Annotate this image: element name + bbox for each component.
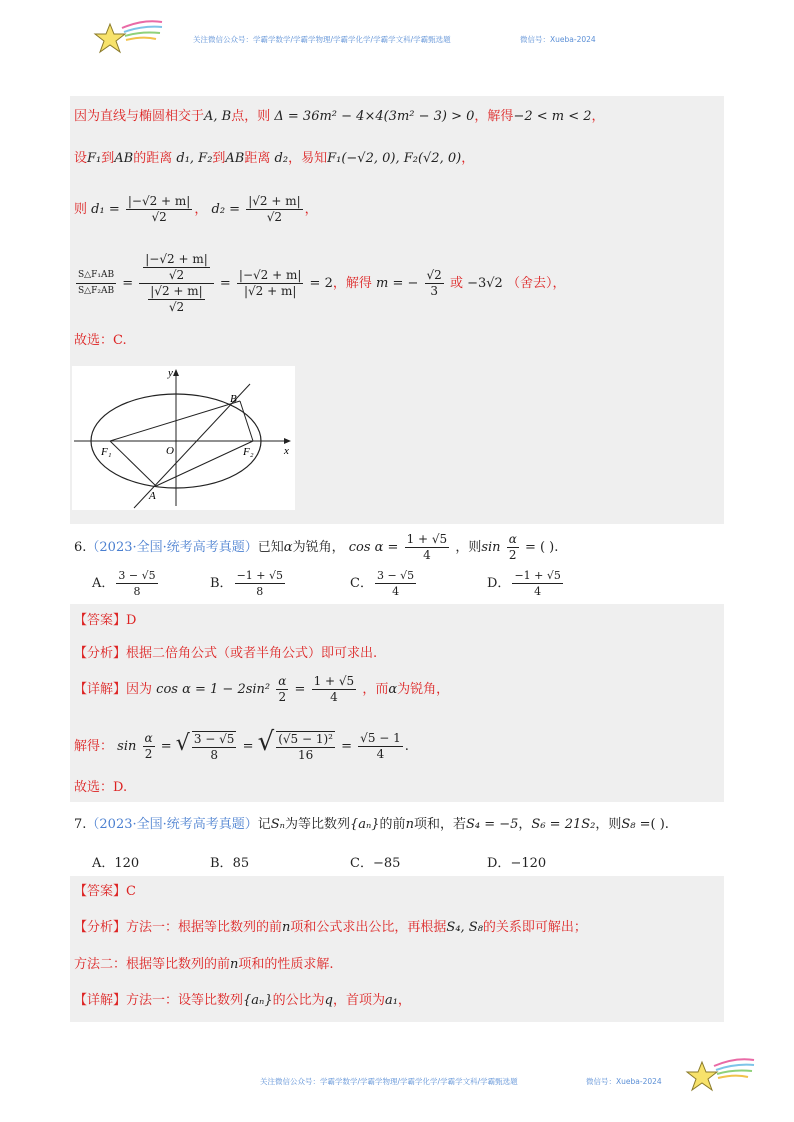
footer-public-account: 关注微信公众号：学霸学数学/学霸学物理/学霸学化学/学霸学文科/学霸甄选题 — [260, 1077, 518, 1086]
q7-option-c[interactable]: C．−85 — [350, 856, 401, 871]
q7-method2: 方法二：根据等比数列的前n项和的性质求解. — [74, 957, 334, 972]
shooting-star-icon — [92, 18, 164, 60]
q7-detail: 【详解】方法一：设等比数列{aₙ}的公比为q，首项为a₁， — [74, 993, 411, 1008]
label-a: A — [149, 490, 156, 502]
label-x: x — [284, 445, 289, 457]
q7-answer: 【答案】C — [74, 884, 136, 899]
footer-wechat-id: 微信号：Xueba-2024 — [586, 1077, 662, 1086]
ratio-mid-fraction: $\frac{|-√2 + m|}{|√2 + m|}$ — [238, 268, 302, 298]
q6-option-b[interactable]: B． $\frac{-1 + √5}{8}$ — [210, 569, 283, 598]
q6-detail: 【详解】因为 cos α = 1 − 2sin² $\frac{\alpha}{2}$ = $\frac{1 + √5}{4}$ ，而α为锐角， — [74, 674, 450, 704]
q6-choose: 故选：D. — [74, 780, 128, 795]
page-header — [0, 0, 794, 80]
q6-stem: 6.（2023·全国·统考高考真题）已知α为锐角， cos α = $\frac{1 + √5}{4}$ ，则sin $\frac{\alpha}{2}$ = ( ). — [74, 532, 559, 562]
q6-option-a[interactable]: A． $\frac{3 - √5}{8}$ — [92, 569, 156, 598]
q6-option-c[interactable]: C． $\frac{3 - √5}{4}$ — [350, 569, 415, 598]
q5-line-intersect: 因为直线与椭圆相交于A, B点，则 Δ = 36m² − 4×4(3m² − 3) > 0，解得−2 < m < 2， — [74, 109, 605, 124]
label-b: B — [230, 393, 237, 405]
q7-stem: 7.（2023·全国·统考高考真题）记Sₙ为等比数列{aₙ}的前n项和，若S₄ = −5，S₆ = 21S₂，则S₈ =( ). — [74, 817, 669, 832]
q5-choose: 故选：C. — [74, 333, 127, 348]
q6-solve: 解得： sin $\frac{\alpha}{2}$ = √ $\frac{3 - √5}{8}$ = √ $\frac{\text{(√5 − 1)²}}{16}$ = $\frac{√5 - 1}{4}$ . — [74, 727, 409, 762]
q6-option-d[interactable]: D． $\frac{-1 + √5}{4}$ — [487, 569, 561, 598]
q7-option-b[interactable]: B．85 — [210, 856, 250, 871]
d2-fraction: $\frac{|√2 + m|}{√2}$ — [248, 194, 301, 224]
ellipse-diagram — [72, 366, 295, 510]
q7-option-d[interactable]: D．−120 — [487, 856, 547, 871]
q5-line-distances: 设F₁到AB的距离 d₁, F₂到AB距离 d₂，易知F₁(−√2, 0), F₂(√2, 0)， — [74, 151, 475, 166]
q7-analysis: 【分析】方法一：根据等比数列的前n项和公式求出公比，再根据S₄, S₈的关系即可解出； — [74, 920, 587, 935]
q5-line-d-values: 则 d₁ = $\frac{|-√2 + m|}{√2}$ ， d₂ = $\frac{|√2 + m|}{√2}$ ， — [74, 194, 318, 224]
header-wechat-id: 微信号：Xueba-2024 — [520, 35, 596, 44]
shooting-star-icon — [684, 1056, 756, 1098]
label-o: O — [166, 445, 174, 457]
header-public-account: 关注微信公众号：学霸学数学/学霸学物理/学霸学化学/学霸学文科/学霸甄选题 — [193, 35, 451, 44]
segment-f1-b — [110, 401, 240, 441]
nested-ratio-fraction: $\frac{\frac{|-√2 + m|}{√2}}{\frac{|√2 + m|}{√2}}$ — [139, 252, 213, 315]
label-y: y — [168, 367, 173, 379]
area-ratio-fraction: $\frac{\text{S△F₁AB}}{\text{S△F₂AB}}$ — [78, 270, 115, 296]
d1-fraction: $\frac{|-√2 + m|}{√2}$ — [127, 194, 191, 224]
q6-answer: 【答案】D — [74, 613, 137, 628]
page-footer — [0, 1052, 794, 1112]
q7-option-a[interactable]: A．120 — [92, 856, 140, 871]
ellipse-figure — [72, 366, 295, 510]
label-f2: F₂ — [243, 446, 254, 458]
segment-f1-a — [110, 441, 156, 486]
label-f1: F₁ — [101, 446, 112, 458]
q6-analysis: 【分析】根据二倍角公式（或者半角公式）即可求出. — [74, 646, 378, 661]
m-value-fraction: $\frac{√2}{3}$ — [426, 268, 442, 298]
q5-line-area-ratio: $\frac{\text{S△F₁AB}}{\text{S△F₂AB}}$ = $\frac{\frac{|-√2 + m|}{√2}}{\frac{|√2 + m|}{√2}}$ = $\frac{|-√2 + m|}{|√2 + m|}$ = 2，解得 m = − $\frac{√2}{3}$ 或 −3√2 （舍去）， — [78, 252, 566, 314]
